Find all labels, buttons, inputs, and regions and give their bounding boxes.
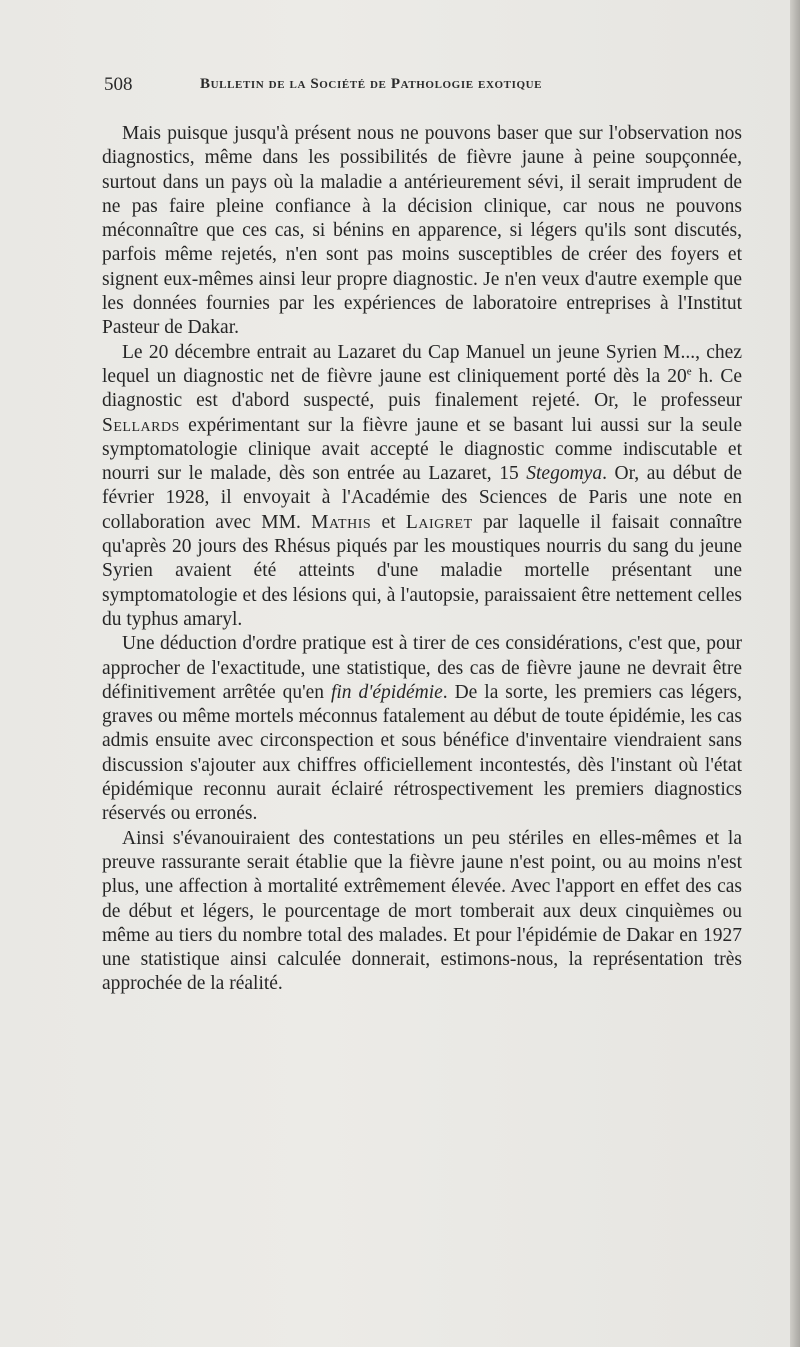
body-text	[102, 122, 742, 997]
paragraph-3	[102, 632, 742, 826]
author-name-mathis: Mathis	[311, 511, 372, 533]
page-edge	[790, 0, 800, 1347]
paragraph-3-text-b: . De la sorte, les premiers cas légers, graves ou même mortels méconnus fatalement au début de toute épidémie, les cas admis ensuite avec circonspection et sous bénéfice d'inventaire viendraient sans discussion s'ajouter aux chiffres officiellement incontestés, dès l'instant où l'état épidémique reconnu aurait éclairé rétrospectivement les premiers diagnostics réservés ou erronés.	[102, 681, 743, 825]
paragraph-2	[102, 341, 742, 633]
paragraph-3-text-a: Une déduction d'ordre pratique est à tirer de ces considérations, c'est que, pour approcher de l'exactitude, une statistique, des cas de fièvre jaune ne devrait être définitivement arrêtée qu'en	[102, 633, 742, 703]
paragraph-2-text-f: par laquelle il faisait connaître qu'après 20 jours des Rhésus piqués par les moustiques nourris du sang du jeune Syrien avaient été atteints d'une maladie mortelle présentant une symptomatologie et des lésions qui, à l'autopsie, paraissaient être nettement celles du typhus amaryl.	[102, 511, 742, 630]
page-number: 508	[104, 74, 133, 95]
running-title: Bulletin de la Société de Pathologie exotique	[200, 76, 543, 92]
paragraph-1: Mais puisque jusqu'à présent nous ne pouvons baser que sur l'observation nos diagnostics, même dans les possibilités de fièvre jaune à peine soupçonnée, surtout dans un pays où la maladie a antérieurement sévi, il serait imprudent de ne pas faire pleine confiance à la décision clinique, car nous ne pouvons méconnaître que ces cas, si bénins en apparence, si légers qu'ils sont discutés, parfois même rejetés, n'en sont pas moins susceptibles de créer des foyers et signent eux-mêmes ainsi leur propre diagnostic. Je n'en veux d'autre exemple que les données fournies par les expériences de laboratoire entreprises à l'Institut Pasteur de Dakar.	[102, 123, 742, 339]
superscript-e: e	[686, 365, 692, 378]
paragraph-2-text-d: . Or, au début de février 1928, il envoyait à l'Académie des Sciences de Paris une note en collaboration avec MM.	[102, 463, 742, 533]
author-name-sellards: Sellards	[102, 414, 180, 436]
author-name-laigret: Laigret	[405, 511, 473, 533]
paragraph-2-text-b: h. Ce diagnostic est d'abord suspecté, puis finalement rejeté. Or, le professeur	[102, 365, 742, 412]
italic-stegomya: Stegomya	[526, 463, 603, 485]
page-header	[104, 74, 652, 100]
paragraph-4: Ainsi s'évanouiraient des contestations un peu stériles en elles-mêmes et la preuve rassurante serait établie que la fièvre jaune n'est point, ou au moins n'est plus, une affection à mortalité extrêmement élevée. Avec l'apport en effet des cas de début et légers, le pourcentage de mort tomberait aux deux cinquièmes ou même au tiers du nombre total des malades. Et pour l'épidémie de Dakar en 1927 une statistique ainsi calculée donnerait, estimons-nous, la représentation très approchée de la réalité.	[102, 827, 742, 995]
paragraph-2-text-c: expérimentant sur la fièvre jaune et se basant lui aussi sur la seule symptomatologie clinique avait accepté le diagnostic comme indiscutable et nourri sur le malade, dès son entrée au Lazaret, 15	[102, 414, 742, 485]
italic-fin-epidemie: fin d'épidémie	[330, 681, 443, 703]
paragraph-2-text-a: Le 20 décembre entrait au Lazaret du Cap Manuel un jeune Syrien M..., chez lequel un diagnostic net de fièvre jaune est cliniquement porté dès la 20	[102, 341, 742, 387]
paragraph-2-text-e: et	[371, 511, 406, 533]
